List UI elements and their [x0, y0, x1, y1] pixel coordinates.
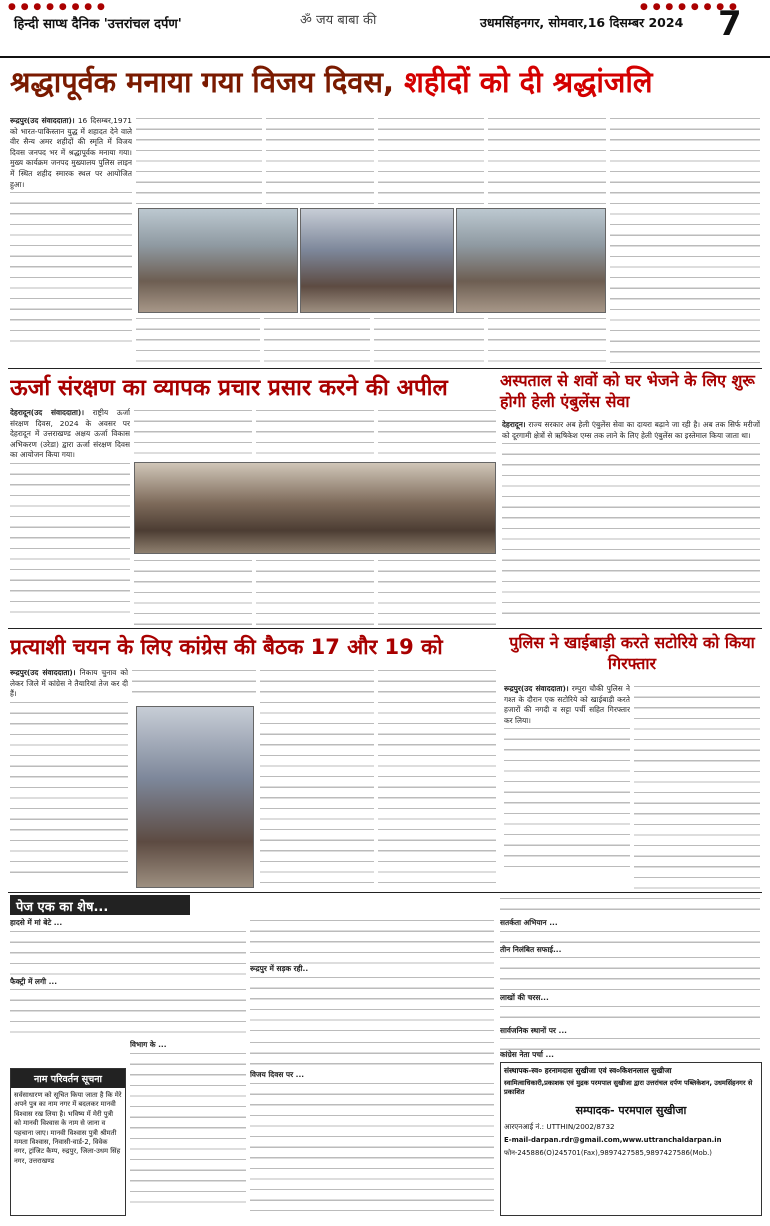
page-one-column-2b: विजय दिवस पर ... — [250, 1040, 494, 1216]
center-text: ॐ जय बाबा की — [300, 13, 377, 28]
story1-column-3 — [266, 116, 374, 206]
story1-photo-3 — [456, 208, 606, 313]
divider — [8, 628, 762, 629]
story5-headline: पुलिस ने खाईबाड़ी करते सटोरिये को किया गिरफ्तार — [509, 633, 755, 673]
story1-column-4b — [374, 316, 484, 366]
page-one-column-1: हादसे में मां बेटे ... फैक्ट्री में लगी ... — [10, 918, 246, 1038]
page-one-continued-title: पेज एक का शेष... — [10, 895, 190, 915]
divider — [8, 368, 762, 369]
imprint-founders: संस्थापक-स्व० हरनामदास सुखीजा एवं स्व०किशनलाल सुखीजा — [504, 1066, 672, 1075]
story4-column-4 — [378, 668, 496, 890]
om-icon: ॐ — [300, 13, 316, 28]
story1-headline: श्रद्धापूर्वक मनाया गया विजय दिवस, शहीदों को दी श्रद्धांजलि — [10, 65, 653, 99]
imprint-phone: फोन-245886(O)245701(Fax),9897427585,9897427586(Mob.) — [504, 1149, 712, 1157]
place-date: उधमसिंहनगर, सोमवार,16 दिसम्बर 2024 — [480, 15, 684, 30]
page-number: 7 — [718, 4, 742, 44]
story5-column-1: रूद्रपुर(उद संवाददाता)। रम्पुरा चौकी पुलिस ने गश्त के दौरान एक सटोरिये को खाईबाड़ी करते हजारों की नगदी व सट्टा पर्ची सहित गिरफ्तार कर लिया। — [504, 684, 630, 890]
story1-column-2 — [136, 116, 262, 206]
imprint-editor: सम्पादक- परमपाल सुखीजा — [575, 1104, 687, 1117]
divider — [8, 892, 762, 893]
story3-body: देहरादून। राज्य सरकार अब हेली एंबुलेंस सेवा का दायरा बढ़ाने जा रही है। अब तक सिर्फ मरीजों को दूरगामी क्षेत्रों से ऋषिकेश एम्स तक लाने के लिए हेली एंबुलेंस का इस्तेमाल किया जाता था। — [502, 420, 760, 626]
story2-photo — [134, 462, 496, 554]
story2-column-3 — [256, 408, 374, 458]
story2-headline: ऊर्जा संरक्षण का व्यापक प्रचार प्रसार करने की अपील — [10, 375, 448, 401]
story1-column-4 — [378, 116, 484, 206]
story1-column-1: रूद्रपुर(उद संवाददाता)। 16 दिसम्बर,1971 को भारत-पाकिस्तान युद्ध में शहादत देने वाले वीर सैन्य अमर शहीदों की स्मृति में विजय दिवस जनपद भर में श्रद्धापूर्वक मनाया गया। मुख्य कार्यक्रम जनपद मुख्यालय पुलिस लाइन में स्थित शहीद स्मारक स्थल पर आयोजित हुआ। — [10, 116, 132, 366]
imprint-publisher: स्वामित्वाधिकारी,प्रकाशक एवं मुद्रक परमपाल सुखीजा द्वारा उत्तरांचल दर्पण पब्लिकेशन, उधमसिंहनगर से प्रकाशित — [504, 1079, 753, 1096]
story3-headline: अस्पताल से शवों को घर भेजने के लिए शुरू होगी हेली एंबुलेंस सेवा — [500, 371, 755, 411]
page-one-column-1b: विभाग के ... — [130, 1040, 246, 1216]
story1-column-5b — [488, 316, 606, 366]
story1-column-6 — [610, 116, 760, 366]
story2-column-1: देहरादून(उद संवाददाता)। राष्ट्रीय ऊर्जा संरक्षण दिवस, 2024 के अवसर पर देहरादून में उत्तराखण्ड अक्षय ऊर्जा विकास अभिकरण (उरेडा) द्वारा ऊर्जा संरक्षण दिवस का आयोजन किया गया। — [10, 408, 130, 626]
story2-column-4 — [378, 408, 496, 458]
page-one-column-3: सतर्कता अभियान ... तीन निलंबित सफाई... लाखों की चरस... सार्वजनिक स्थानों पर ... कांग्रेस नेता पर्चा ... — [500, 896, 760, 1058]
story2-column-2 — [134, 408, 252, 458]
masthead — [0, 0, 770, 58]
story1-photo-2 — [300, 208, 454, 313]
story1-column-2b — [136, 316, 260, 366]
name-change-text: सर्वसाधारण को सूचित किया जाता है कि मेरे अपने पुत्र का नाम नगर में बदलकर मानवी विश्वास रख लिया है। भविष्य में मेरी पुत्री को मानवी विश्वास के नाम से जाना व पहचाना जाए। मानवी विश्वास पुत्री श्रीमती ममता विश्वास, निवासी-वार्ड-2, विवेक नगर, ट्रांजिट कैम्प, रुद्रपुर, जिला-उधम सिंह नगर, उत्तराखण्ड — [14, 1091, 122, 1165]
story1-photo-1 — [138, 208, 298, 313]
paper-name: हिन्दी साप्ध दैनिक 'उत्तरांचल दर्पण' — [14, 17, 182, 32]
story1-column-5 — [488, 116, 606, 206]
story2-column-2b — [134, 558, 252, 626]
story1-column-3b — [264, 316, 370, 366]
name-change-title: नाम परिवर्तन सूचना — [11, 1069, 125, 1088]
story2-column-4b — [378, 558, 496, 626]
page-one-column-2: रूद्रपुर में सड़क रही.. — [250, 918, 494, 1038]
story4-column-3 — [260, 668, 374, 890]
name-change-notice — [10, 1068, 126, 1216]
story4-portrait-photo — [136, 706, 254, 888]
imprint-rni: आरएनआई नं.: UTTHIN/2002/8732 — [504, 1122, 615, 1131]
story5-column-2 — [634, 684, 760, 890]
story2-column-3b — [256, 558, 374, 626]
story4-headline: प्रत्याशी चयन के लिए कांग्रेस की बैठक 17 और 19 को — [10, 635, 443, 659]
imprint-email: E-mail-darpan.rdr@gmail.com,www.uttranchaldarpan.in — [504, 1136, 722, 1144]
decorative-dots: ● ● ● ● ● ● ● ● — [8, 2, 106, 12]
story4-column-1: रूद्रपुर(उद संवाददाता)। निकाय चुनाव को लेकर जिले में कांग्रेस ने तैयारियां तेज कर दी हैं। — [10, 668, 128, 890]
story4-column-2 — [132, 668, 256, 702]
imprint-box — [500, 1062, 762, 1216]
decorative-dots: ● ● ● ● ● ● ● ● — [640, 2, 738, 12]
